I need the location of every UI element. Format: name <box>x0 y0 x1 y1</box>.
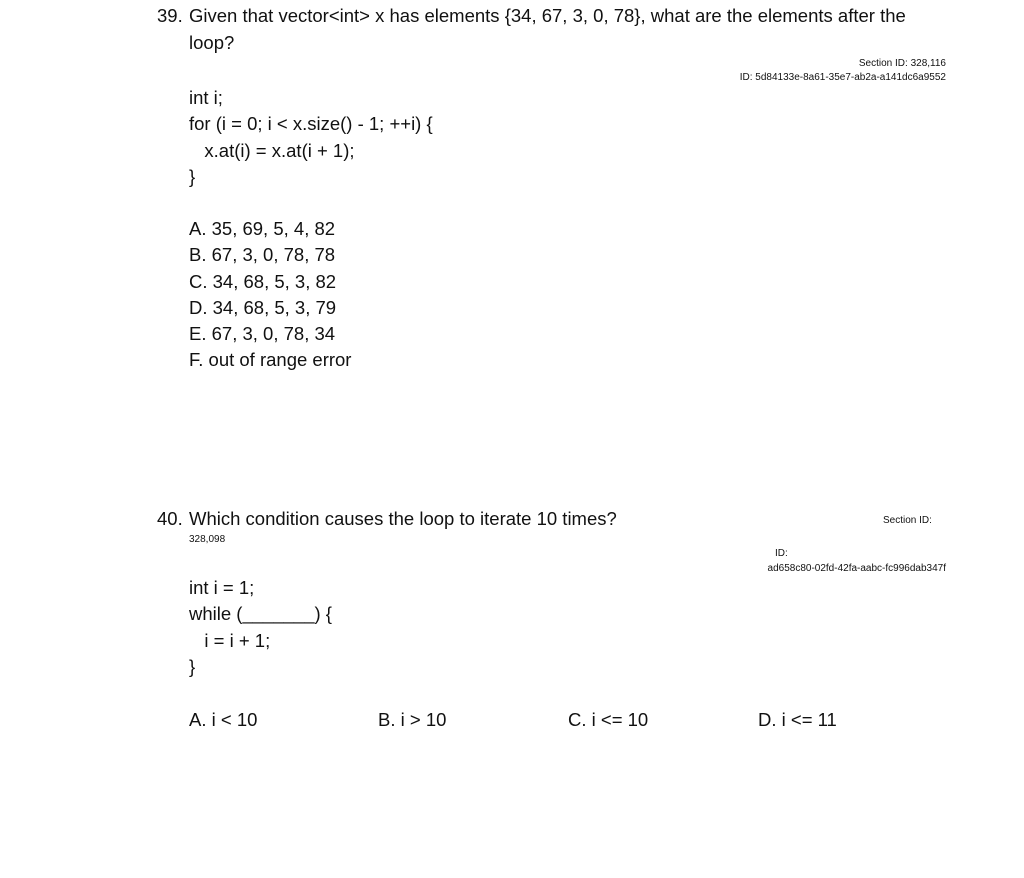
question-number: 40. <box>157 508 183 529</box>
answer-choice-d[interactable]: D. 34, 68, 5, 3, 79 <box>189 296 337 318</box>
section-id-value: 328,098 <box>189 534 226 545</box>
answer-choice-a[interactable]: A. 35, 69, 5, 4, 82 <box>189 218 336 239</box>
answer-choices <box>189 216 351 374</box>
code-line: i = i + 1; <box>189 629 271 651</box>
answer-choice-b[interactable]: B. i > 10 <box>378 709 447 730</box>
answer-choice-c[interactable]: C. i <= 10 <box>568 709 649 730</box>
code-line: while (_______) { <box>189 603 332 625</box>
question-number: 39. <box>157 5 183 26</box>
answer-choice-e[interactable]: E. 67, 3, 0, 78, 34 <box>189 323 336 345</box>
code-line: } <box>189 655 196 677</box>
question-text-line-2: loop? <box>189 32 235 53</box>
code-line: } <box>189 165 196 187</box>
code-line: int i = 1; <box>189 577 255 598</box>
answer-choice-d[interactable]: D. i <= 11 <box>758 709 837 730</box>
question-id-value: ad658c80-02fd-42fa-aabc-fc996dab347f <box>767 563 946 574</box>
code-line: x.at(i) = x.at(i + 1); <box>189 139 355 161</box>
question-text: Which condition causes the loop to iterate 10 times? <box>189 508 617 529</box>
section-id-label: Section ID: <box>883 515 932 526</box>
code-block <box>189 575 332 680</box>
answer-choice-b[interactable]: B. 67, 3, 0, 78, 78 <box>189 244 336 266</box>
answer-choice-f[interactable]: F. out of range error <box>189 349 352 371</box>
code-block <box>189 85 433 190</box>
code-line: int i; <box>189 87 223 108</box>
section-id: Section ID: 328,116 <box>858 58 946 69</box>
answer-choice-a[interactable]: A. i < 10 <box>189 709 258 730</box>
answer-choice-c[interactable]: C. 34, 68, 5, 3, 82 <box>189 270 337 292</box>
question-text-line-1: Given that vector<int> x has elements {34, 67, 3, 0, 78}, what are the elements after the <box>189 5 906 26</box>
code-line: for (i = 0; i < x.size() - 1; ++i) { <box>189 113 433 135</box>
question-id: ID: 5d84133e-8a61-35e7-ab2a-a141dc6a9552 <box>739 72 946 83</box>
question-id-label: ID: <box>775 548 788 559</box>
